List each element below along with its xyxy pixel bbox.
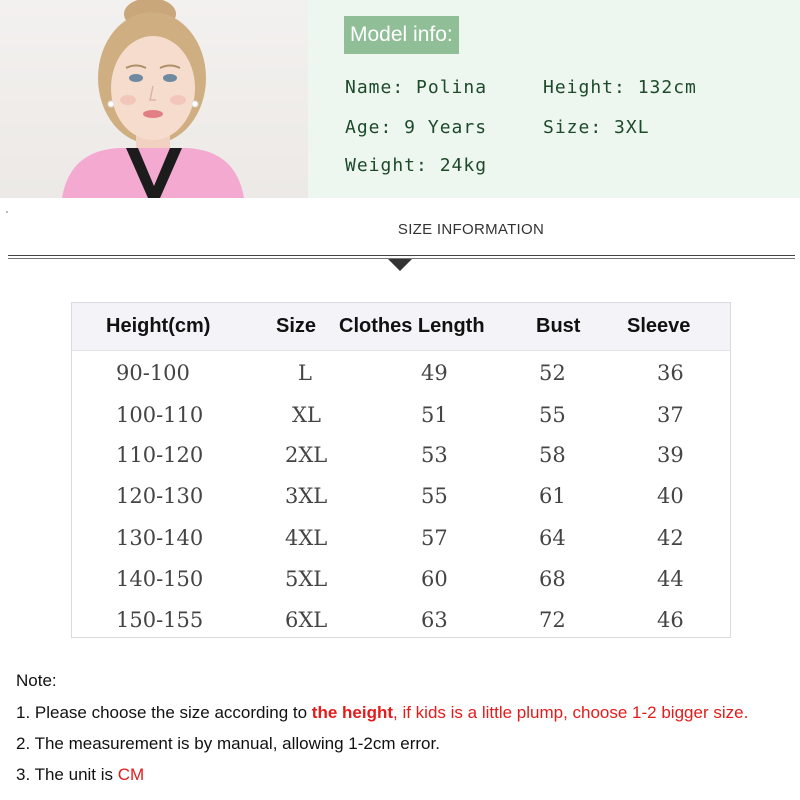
section-title: SIZE INFORMATION <box>397 221 545 238</box>
cell-sleeve: 39 <box>657 443 684 467</box>
cell-size: 2XL <box>285 443 328 467</box>
table-row <box>72 476 730 517</box>
table-header-row <box>72 303 730 351</box>
cell-height: 90-100 <box>116 361 190 385</box>
cell-bust: 58 <box>539 443 566 467</box>
cell-height: 110-120 <box>116 443 204 467</box>
model-photo-illustration <box>0 0 308 198</box>
cell-bust: 64 <box>539 526 566 550</box>
cell-sleeve: 37 <box>657 403 684 427</box>
cell-size: 3XL <box>285 484 328 508</box>
cell-bust: 68 <box>539 567 566 591</box>
table-row <box>72 435 730 476</box>
table-row <box>72 600 730 641</box>
decorative-dot <box>6 211 8 213</box>
divider-line <box>8 255 795 256</box>
cell-clothes-length: 51 <box>421 403 448 427</box>
model-info-title: Model info: <box>344 16 459 54</box>
cell-sleeve: 40 <box>657 484 684 508</box>
note-1-suffix: , if kids is a little plump, choose 1-2 bigger size. <box>393 703 749 722</box>
model-name: Name: Polina <box>345 77 488 98</box>
note-3 <box>16 765 144 785</box>
cell-clothes-length: 49 <box>421 361 448 385</box>
model-age: Age: 9 Years <box>345 117 488 138</box>
model-photo <box>0 0 308 198</box>
note-heading: Note: <box>16 671 57 690</box>
table-row <box>72 395 730 436</box>
size-table <box>71 302 731 638</box>
cell-size: 5XL <box>285 567 328 591</box>
cell-size: 6XL <box>285 608 328 632</box>
cell-sleeve: 44 <box>657 567 684 591</box>
model-info-banner <box>0 0 800 198</box>
cell-sleeve: 42 <box>657 526 684 550</box>
note-2: 2. The measurement is by manual, allowing 1-2cm error. <box>16 734 440 753</box>
note-1-highlight: the height <box>311 703 394 722</box>
cell-size: 4XL <box>285 526 328 550</box>
cell-clothes-length: 60 <box>421 567 448 591</box>
cell-clothes-length: 53 <box>421 443 448 467</box>
cell-height: 140-150 <box>116 567 204 591</box>
cell-bust: 55 <box>539 403 566 427</box>
header-size: Size <box>276 315 317 337</box>
cell-size: XL <box>292 403 321 427</box>
note-1-prefix: 1. Please choose the size according to <box>16 703 312 722</box>
model-height: Height: 132cm <box>543 77 697 98</box>
table-row <box>72 559 730 600</box>
table-row <box>72 353 730 394</box>
cell-height: 150-155 <box>116 608 204 632</box>
cell-height: 120-130 <box>116 484 204 508</box>
cell-clothes-length: 63 <box>421 608 448 632</box>
model-size: Size: 3XL <box>543 117 650 138</box>
header-clothes-length: Clothes Length <box>339 315 485 337</box>
cell-height: 130-140 <box>116 526 204 550</box>
header-bust: Bust <box>536 315 581 337</box>
header-sleeve: Sleeve <box>627 315 691 337</box>
down-triangle-icon <box>388 259 412 271</box>
cell-sleeve: 36 <box>657 361 684 385</box>
cell-height: 100-110 <box>116 403 204 427</box>
cell-clothes-length: 55 <box>421 484 448 508</box>
model-weight: Weight: 24kg <box>345 155 488 176</box>
cell-clothes-length: 57 <box>421 526 448 550</box>
note-1 <box>16 703 748 723</box>
cell-sleeve: 46 <box>657 608 684 632</box>
cell-size: L <box>298 361 312 385</box>
cell-bust: 72 <box>539 608 566 632</box>
cell-bust: 61 <box>539 484 566 508</box>
table-row <box>72 518 730 559</box>
note-3-highlight: CM <box>117 765 145 784</box>
cell-bust: 52 <box>539 361 566 385</box>
header-height: Height(cm) <box>106 315 211 337</box>
note-3-prefix: 3. The unit is <box>16 765 118 784</box>
